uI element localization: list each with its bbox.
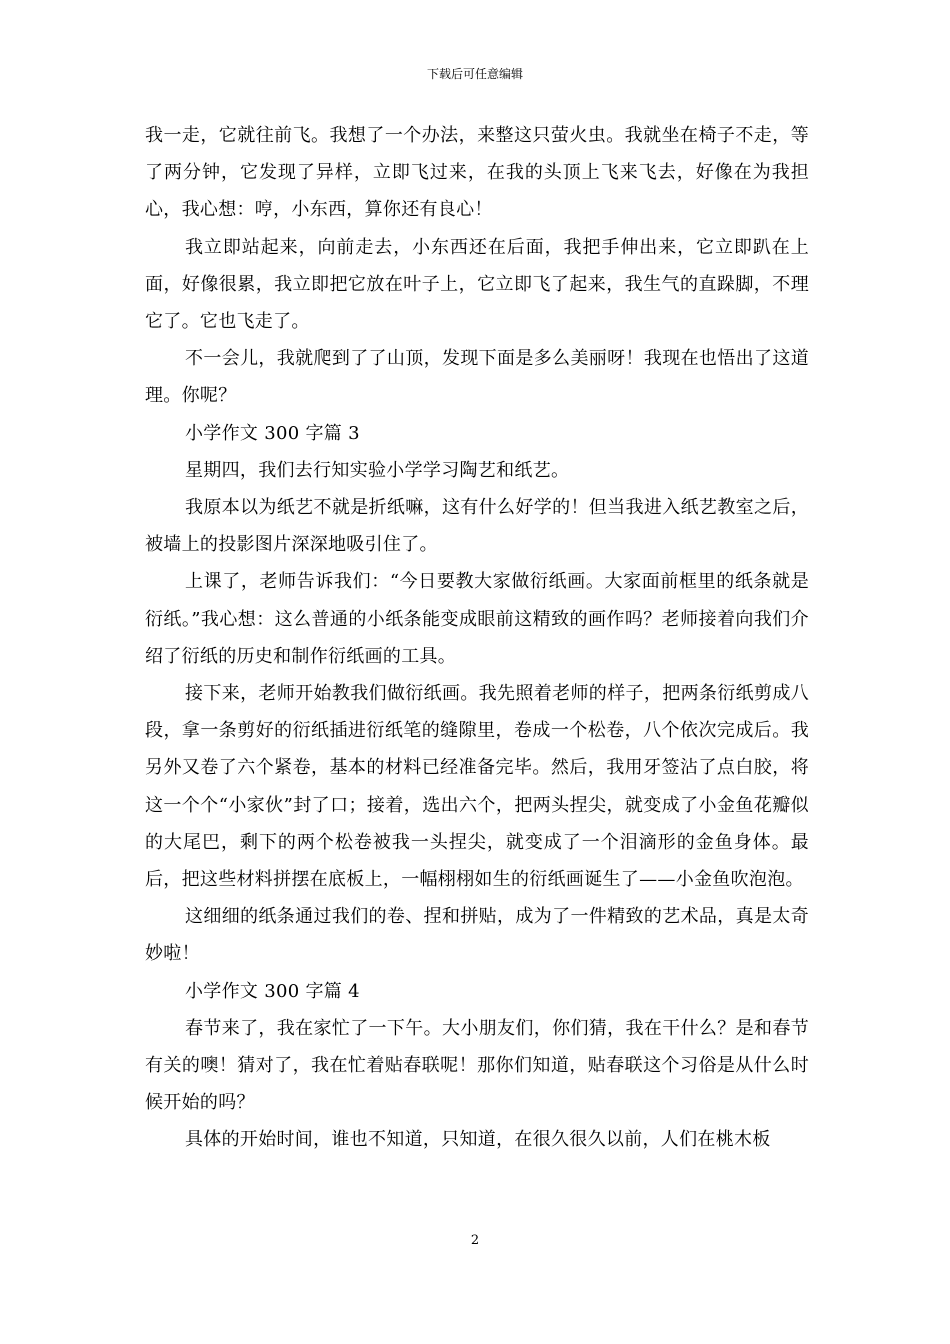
page-header: 下载后可任意编辑 — [426, 67, 523, 81]
paragraph: 春节来了，我在家忙了一下午。大小朋友们，你们猜，我在干什么？是和春节有关的噢！猜对了，我在忙着贴春联呢！那你们知道，贴春联这个习俗是从什么时候开始的吗？ — [145, 1017, 809, 1114]
paragraph: 我原本以为纸艺不就是折纸嘛，这有什么好学的！但当我进入纸艺教室之后，被墙上的投影图片深深地吸引住了。 — [145, 497, 809, 556]
paragraph: 我立即站起来，向前走去，小东西还在后面，我把手伸出来，它立即趴在上面，好像很累，我立即把它放在叶子上，它立即飞了起来，我生气的直跺脚，不理它了。它也飞走了。 — [145, 236, 809, 333]
page-number: 2 — [470, 1233, 480, 1248]
paragraph: 上课了，老师告诉我们：“今日要教大家做衍纸画。大家面前框里的纸条就是衍纸。”我心想：这么普通的小纸条能变成眼前这精致的画作吗？老师接着向我们介绍了衍纸的历史和制作衍纸画的工具。 — [145, 571, 809, 667]
paragraph: 这细细的纸条通过我们的卷、捏和拼贴，成为了一件精致的艺术品，真是太奇妙啦！ — [145, 906, 809, 965]
paragraph: 不一会儿，我就爬到了了山顶，发现下面是多么美丽呀！我现在也悟出了这道理。你呢？ — [145, 348, 809, 407]
document-body — [145, 117, 809, 1159]
paragraph: 星期四，我们去行知实验小学学习陶艺和纸艺。 — [185, 459, 570, 481]
paragraph: 具体的开始时间，谁也不知道，只知道，在很久很久以前，人们在桃木板 — [185, 1129, 771, 1151]
section-heading: 小学作文 300 字篇 4 — [185, 980, 360, 1002]
paragraph: 我一走，它就往前飞。我想了一个办法，来整这只萤火虫。我就坐在椅子不走，等了两分钟，它发现了异样，立即飞过来，在我的头顶上飞来飞去，好像在为我担心，我心想：哼，小东西，算你还有良心！ — [145, 125, 809, 221]
section-heading: 小学作文 300 字篇 3 — [185, 422, 360, 444]
paragraph: 接下来，老师开始教我们做衍纸画。我先照着老师的样子，把两条衍纸剪成八段，拿一条剪好的衍纸插进衍纸笔的缝隙里，卷成一个松卷，八个依次完成后。我另外又卷了六个紧卷，基本的材料已经准备完毕。然后，我用牙签沾了点白胶，将这一个个“小家伙”封了口；接着，选出六个，把两头捏尖，就变成了小金鱼花瓣似的大尾巴，剩下的两个松卷被我一头捏尖，就变成了一个泪滴形的金鱼身体。最后，把这些材料拼摆在底板上，一幅栩栩如生的衍纸画诞生了——小金鱼吹泡泡。 — [145, 683, 809, 891]
